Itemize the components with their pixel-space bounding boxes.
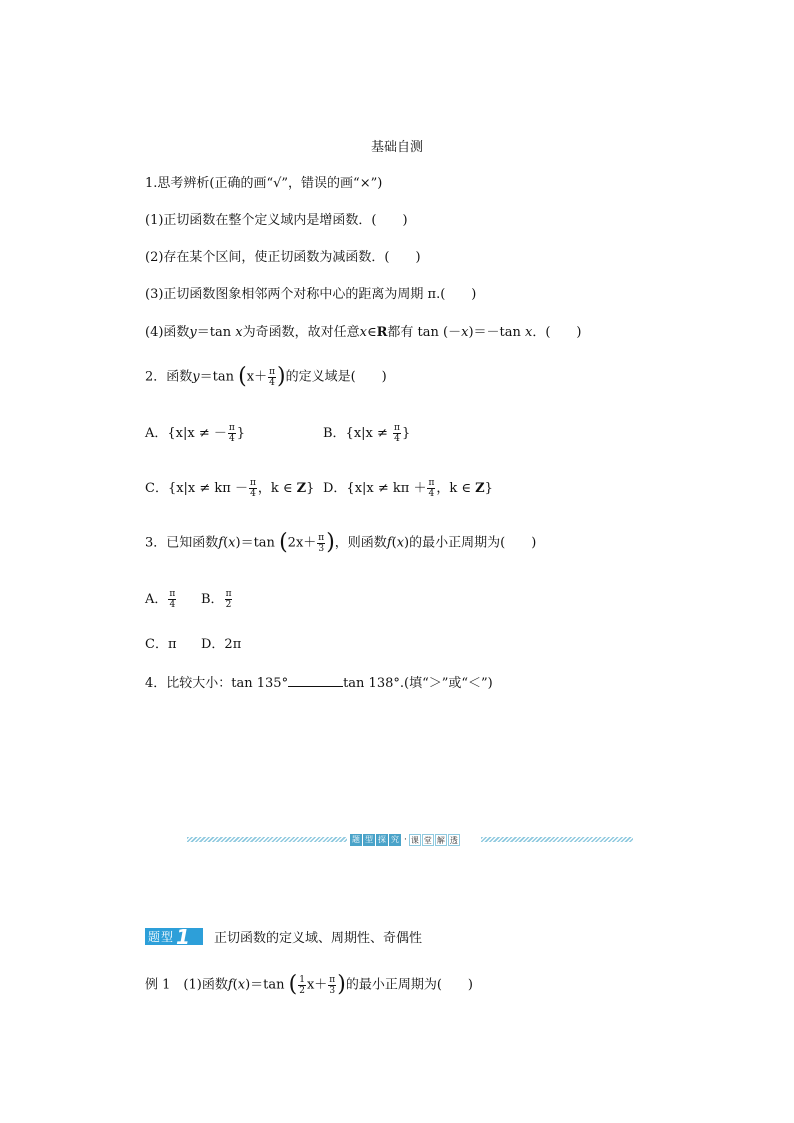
banner-dot: · bbox=[404, 835, 407, 845]
paren-close: ) bbox=[337, 972, 346, 997]
topic-title: 正切函数的定义域、周期性、奇偶性 bbox=[214, 931, 423, 946]
q1-stem: 1.思考辨析(正确的画“√”，错误的画“×”) bbox=[145, 176, 383, 191]
banner-chip: 课 bbox=[410, 836, 419, 845]
topic-badge-number: 1 bbox=[176, 924, 190, 949]
q3-option-a: A． $\frac{\pi}{4}$ bbox=[145, 589, 176, 610]
fraction: $\frac{\pi}{3}$ bbox=[318, 532, 325, 554]
q1-i4-b: ＝tan bbox=[196, 325, 236, 340]
q1-item-3: (3)正切函数图象相邻两个对称中心的距离为周期 π.( ) bbox=[145, 287, 477, 302]
fraction: $\frac{\pi}{4}$ bbox=[249, 478, 256, 499]
q1-i4-a: (4)函数 bbox=[145, 325, 190, 340]
banner-chip: 堂 bbox=[423, 836, 432, 845]
var-y: y bbox=[189, 325, 197, 340]
q3-option-c: C．π bbox=[145, 637, 177, 652]
q2-stem bbox=[145, 364, 387, 391]
q1-item-1: (1)正切函数在整个定义域内是增函数．( ) bbox=[145, 213, 408, 228]
paren-open: ( bbox=[288, 972, 298, 997]
paren-close: ) bbox=[277, 364, 286, 389]
q2-option-c: C．{x|x ≠ kπ － $\frac{\pi}{4}$ ，k ∈ Z} bbox=[145, 478, 315, 499]
section-title: 基础自测 bbox=[370, 140, 423, 155]
answer-blank[interactable] bbox=[288, 674, 343, 687]
fraction: $\frac{\pi}{4}$ bbox=[269, 366, 275, 388]
q2-inner: x＋ bbox=[246, 369, 268, 385]
q1-i4-f: )＝－tan bbox=[468, 325, 525, 340]
set-R: R bbox=[376, 325, 388, 340]
q2-c: 的定义域是( ) bbox=[285, 369, 387, 385]
topic-badge bbox=[145, 924, 203, 949]
fraction: $\frac{\pi}{4}$ bbox=[169, 589, 176, 610]
banner-chip: 究 bbox=[391, 835, 399, 844]
fraction: $\frac{\pi}{4}$ bbox=[394, 423, 400, 444]
q2-a: 2．函数 bbox=[145, 369, 193, 385]
example-1: 例 1 (1)函数f(x)＝tan ( $\frac{1}{2}$ x＋ $\frac{\pi}{3}$ )的最小正周期为( ) bbox=[145, 972, 473, 997]
banner-chip: 探 bbox=[378, 835, 386, 844]
q3-stem: 3．已知函数f(x)＝tan (2x＋ $\frac{\pi}{3}$ )，则函数f(x)的最小正周期为( ) bbox=[145, 530, 537, 555]
q1-i4-d: ∈ bbox=[366, 325, 377, 340]
fraction: $\frac{\pi}{4}$ bbox=[228, 423, 235, 444]
q4-stem: 4．比较大小：tan 135° tan 138°.(填“＞”或“＜”) bbox=[145, 676, 493, 691]
var-x: x bbox=[359, 325, 367, 340]
q2-option-a: A．{x|x ≠ － $\frac{\pi}{4}$ } bbox=[145, 423, 246, 444]
banner-chip: 透 bbox=[449, 836, 458, 845]
q1-i4-c: 为奇函数，故对任意 bbox=[242, 325, 360, 340]
q3-option-d: D．2π bbox=[201, 637, 242, 652]
paren-open: ( bbox=[279, 530, 288, 555]
var-x: x bbox=[461, 325, 469, 340]
banner-chip: 型 bbox=[365, 835, 373, 844]
q2-option-b: B．{x|x ≠ $\frac{\pi}{4}$ } bbox=[323, 423, 411, 444]
q3-option-b: B． $\frac{\pi}{2}$ bbox=[201, 589, 232, 610]
paren-close: ) bbox=[326, 530, 335, 555]
var-x: x bbox=[235, 325, 243, 340]
q1-item-2: (2)存在某个区间，使正切函数为减函数．( ) bbox=[145, 250, 421, 265]
q2-option-d: D．{x|x ≠ kπ ＋ $\frac{\pi}{4}$ ，k ∈ Z} bbox=[323, 478, 493, 499]
q2-b: ＝tan bbox=[199, 369, 234, 385]
banner-label bbox=[350, 834, 461, 846]
q1-i4-e: 都有 tan (－ bbox=[387, 325, 462, 340]
var-y: y bbox=[192, 369, 200, 385]
banner-stripe-left bbox=[187, 837, 347, 842]
fraction: $\frac{\pi}{3}$ bbox=[329, 974, 336, 996]
fraction: $\frac{\pi}{2}$ bbox=[225, 589, 232, 610]
banner-stripe-right bbox=[481, 837, 633, 842]
q1-item-4 bbox=[145, 324, 582, 342]
section-banner bbox=[187, 834, 633, 846]
banner-chip: 解 bbox=[436, 836, 445, 845]
var-x: x bbox=[525, 325, 533, 340]
q1-i4-g: ．( ) bbox=[532, 325, 582, 340]
paren-open: ( bbox=[238, 364, 247, 389]
fraction: $\frac{1}{2}$ bbox=[299, 974, 305, 996]
topic-badge-text: 题型 bbox=[148, 930, 175, 944]
fraction: $\frac{\pi}{4}$ bbox=[428, 478, 435, 499]
banner-chip: 题 bbox=[352, 835, 360, 844]
